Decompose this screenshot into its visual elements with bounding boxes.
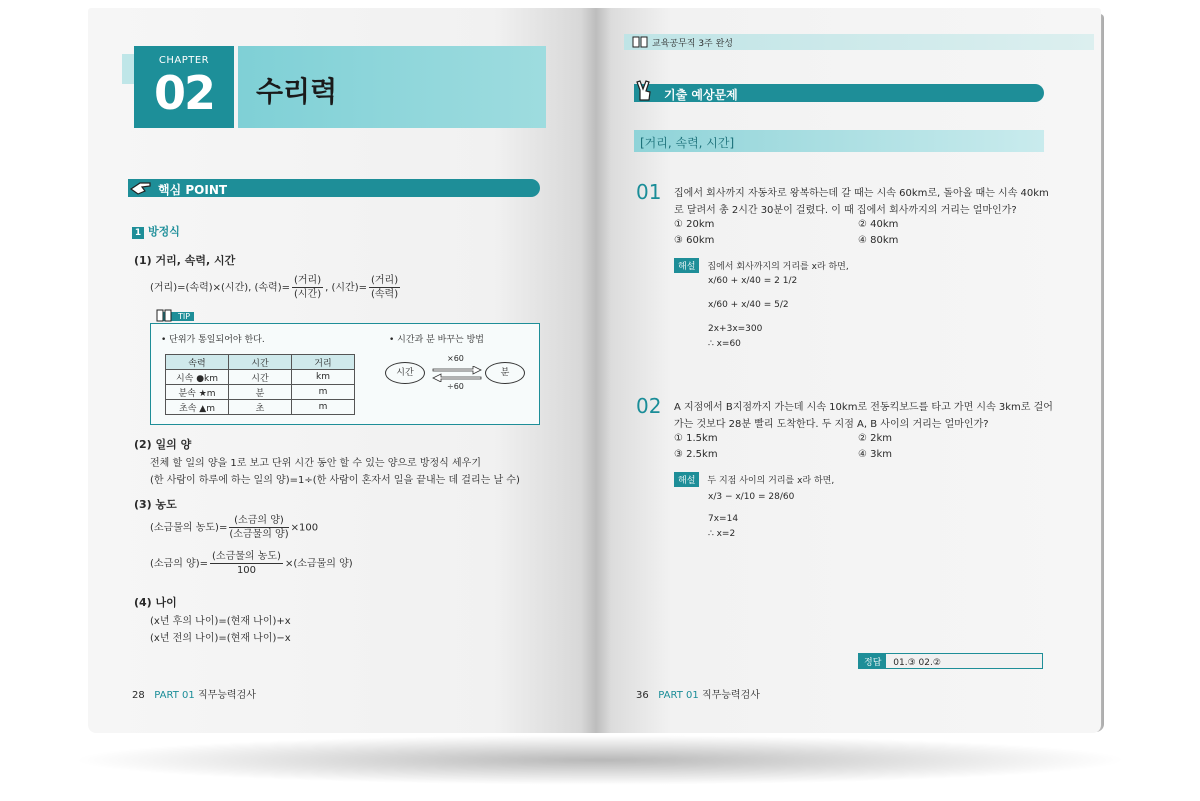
conversion-arrows-icon — [431, 366, 483, 382]
table-row — [166, 385, 355, 400]
numerator: (소금의 양) — [229, 514, 288, 528]
tip-box — [150, 323, 540, 425]
formula-text: (소금물의 농도)= — [150, 522, 228, 534]
answer-box — [858, 653, 1043, 669]
table-header: 속력 — [166, 355, 229, 370]
page-footer — [132, 686, 256, 701]
formula-text: ×100 — [290, 522, 319, 534]
left-page — [88, 8, 596, 733]
section-bar-key-point — [128, 179, 540, 197]
topic-title: 방정식 — [148, 225, 180, 238]
formula-text: , (시간)= — [325, 282, 367, 294]
answer-label: 정답 — [859, 654, 886, 669]
table-cell: 시간 — [229, 370, 292, 385]
choice: ③ 60km — [674, 235, 715, 246]
book-shadow — [70, 735, 1130, 785]
book-icon — [632, 36, 648, 48]
solution-line: x/3 − x/10 = 28/60 — [708, 492, 795, 502]
section-bar-exam — [634, 84, 1044, 102]
section-title: 핵심 POINT — [158, 183, 228, 197]
divide-label: ÷60 — [447, 382, 464, 391]
solution-text: 집에서 회사까지의 거리를 x라 하면, — [707, 262, 849, 272]
question-text-line: 가는 것보다 28분 빨리 도착한다. 두 지점 A, B 사이의 거리는 얼마인가? — [674, 419, 989, 430]
right-page — [596, 8, 1101, 733]
table-header: 거리 — [292, 355, 355, 370]
pointing-hand-icon — [128, 175, 154, 197]
formula-speed — [150, 274, 402, 301]
solution-line: 7x=14 — [708, 514, 739, 524]
fraction — [229, 514, 288, 541]
solution-line: ∴ x=60 — [708, 339, 741, 349]
book-icon — [156, 308, 172, 322]
fraction — [210, 550, 283, 577]
formula-text: ×(소금물의 양) — [284, 558, 353, 570]
topic-banner: [거리, 속력, 시간] — [634, 130, 1044, 152]
choice: ① 20km — [674, 219, 715, 230]
question-text-line: A 지점에서 B지점까지 가는데 시속 10km로 전동킥보드를 타고 가면 시속 3km로 걸어 — [674, 402, 1053, 413]
tip-note-conversion: • 시간과 분 바꾸는 방법 — [389, 335, 484, 345]
denominator: (소금물의 양) — [229, 529, 289, 540]
tip-note-units: • 단위가 통일되어야 한다. — [161, 335, 265, 345]
page-number: 28 — [132, 690, 145, 701]
solution-line: ∴ x=2 — [708, 529, 736, 539]
hour-oval: 시간 — [385, 362, 425, 384]
solution-intro — [674, 258, 849, 273]
unit-table — [165, 354, 355, 415]
section-title: 기출 예상문제 — [664, 88, 738, 102]
fraction — [369, 274, 400, 301]
age-line-1: (x년 후의 나이)=(현재 나이)+x — [150, 616, 291, 627]
formula-text: (소금의 양)= — [150, 558, 209, 570]
page-part: PART 01 — [154, 690, 195, 701]
numerator: (거리) — [370, 275, 399, 286]
table-cell: 분 — [229, 385, 292, 400]
page-footer — [636, 686, 760, 701]
denominator: (시간) — [294, 289, 322, 300]
solution-line: 2x+3x=300 — [708, 324, 763, 334]
choice: ② 40km — [858, 219, 899, 230]
choice: ① 1.5km — [674, 433, 718, 444]
table-cell: 분속 ★m — [166, 385, 229, 400]
solution-text: 두 지점 사이의 거리를 x라 하면, — [707, 476, 835, 486]
choice: ④ 80km — [858, 235, 899, 246]
formula-text: (거리)=(속력)×(시간), (속력)= — [150, 282, 290, 294]
denominator: 100 — [236, 565, 257, 576]
work-line-1: 전체 할 일의 양을 1로 보고 단위 시간 동안 할 수 있는 양으로 방정식 세우기 — [150, 458, 482, 469]
solution-line: x/60 + x/40 = 5/2 — [708, 300, 789, 310]
chapter-label: CHAPTER — [158, 55, 210, 66]
minute-oval: 분 — [485, 362, 525, 384]
table-row — [166, 400, 355, 415]
running-header-text: 교육공무직 3주 완성 — [652, 39, 734, 49]
choice: ③ 2.5km — [674, 449, 718, 460]
multiply-label: ×60 — [447, 354, 464, 363]
solution-badge: 해설 — [674, 472, 699, 487]
table-row — [166, 370, 355, 385]
chapter-title: 수리력 — [256, 75, 338, 108]
numerator: (소금물의 농도) — [212, 551, 281, 562]
running-header — [624, 34, 1094, 50]
solution-line: x/60 + x/40 = 2 1/2 — [708, 276, 798, 286]
denominator: (속력) — [370, 289, 399, 300]
page-number: 36 — [636, 690, 649, 701]
question-number: 01 — [636, 180, 662, 204]
table-cell: m — [292, 385, 355, 400]
table-cell: km — [292, 370, 355, 385]
age-line-2: (x년 전의 나이)=(현재 나이)−x — [150, 633, 291, 644]
table-cell: 시속 ●km — [166, 370, 229, 385]
sub-heading-1: (1) 거리, 속력, 시간 — [134, 254, 236, 267]
choice: ② 2km — [858, 433, 893, 444]
chapter-title-box — [238, 46, 546, 128]
solution-badge: 해설 — [674, 258, 699, 273]
question-text-line: 로 달려서 총 2시간 30분이 걸렸다. 이 때 집에서 회사까지의 거리는 얼마인가? — [674, 205, 1017, 216]
numerator: (거리) — [294, 275, 322, 286]
table-header-row — [166, 355, 355, 370]
chapter-tab-deco — [122, 54, 134, 84]
victory-hand-icon — [634, 80, 660, 102]
table-cell: m — [292, 400, 355, 415]
answer-text: 01.③ 02.② — [893, 658, 941, 668]
page-subject: 직무능력검사 — [197, 690, 256, 701]
table-header: 시간 — [229, 355, 292, 370]
formula-concentration — [150, 514, 318, 541]
formula-salt — [150, 550, 353, 577]
question-number: 02 — [636, 394, 662, 418]
solution-intro — [674, 472, 834, 487]
chapter-box — [134, 46, 234, 128]
chapter-number: 02 — [153, 66, 214, 120]
fraction — [292, 274, 323, 301]
sub-heading-3: (3) 농도 — [134, 498, 177, 511]
topic-number: 1 — [132, 227, 144, 239]
table-cell: 초 — [229, 400, 292, 415]
page-part: PART 01 — [658, 690, 699, 701]
tip-label: TIP — [162, 312, 194, 321]
topic-heading — [132, 223, 180, 239]
choice: ④ 3km — [858, 449, 893, 460]
sub-heading-2: (2) 일의 양 — [134, 438, 192, 451]
table-cell: 초속 ▲m — [166, 400, 229, 415]
sub-heading-4: (4) 나이 — [134, 596, 177, 609]
page-subject: 직무능력검사 — [701, 690, 760, 701]
question-text-line: 집에서 회사까지 자동차로 왕복하는데 갈 때는 시속 60km로, 돌아올 때는 시속 40km — [674, 188, 1049, 199]
work-line-2: (한 사람이 하루에 하는 일의 양)=1÷(한 사람이 혼자서 일을 끝내는 데 걸리는 날 수) — [150, 475, 520, 486]
